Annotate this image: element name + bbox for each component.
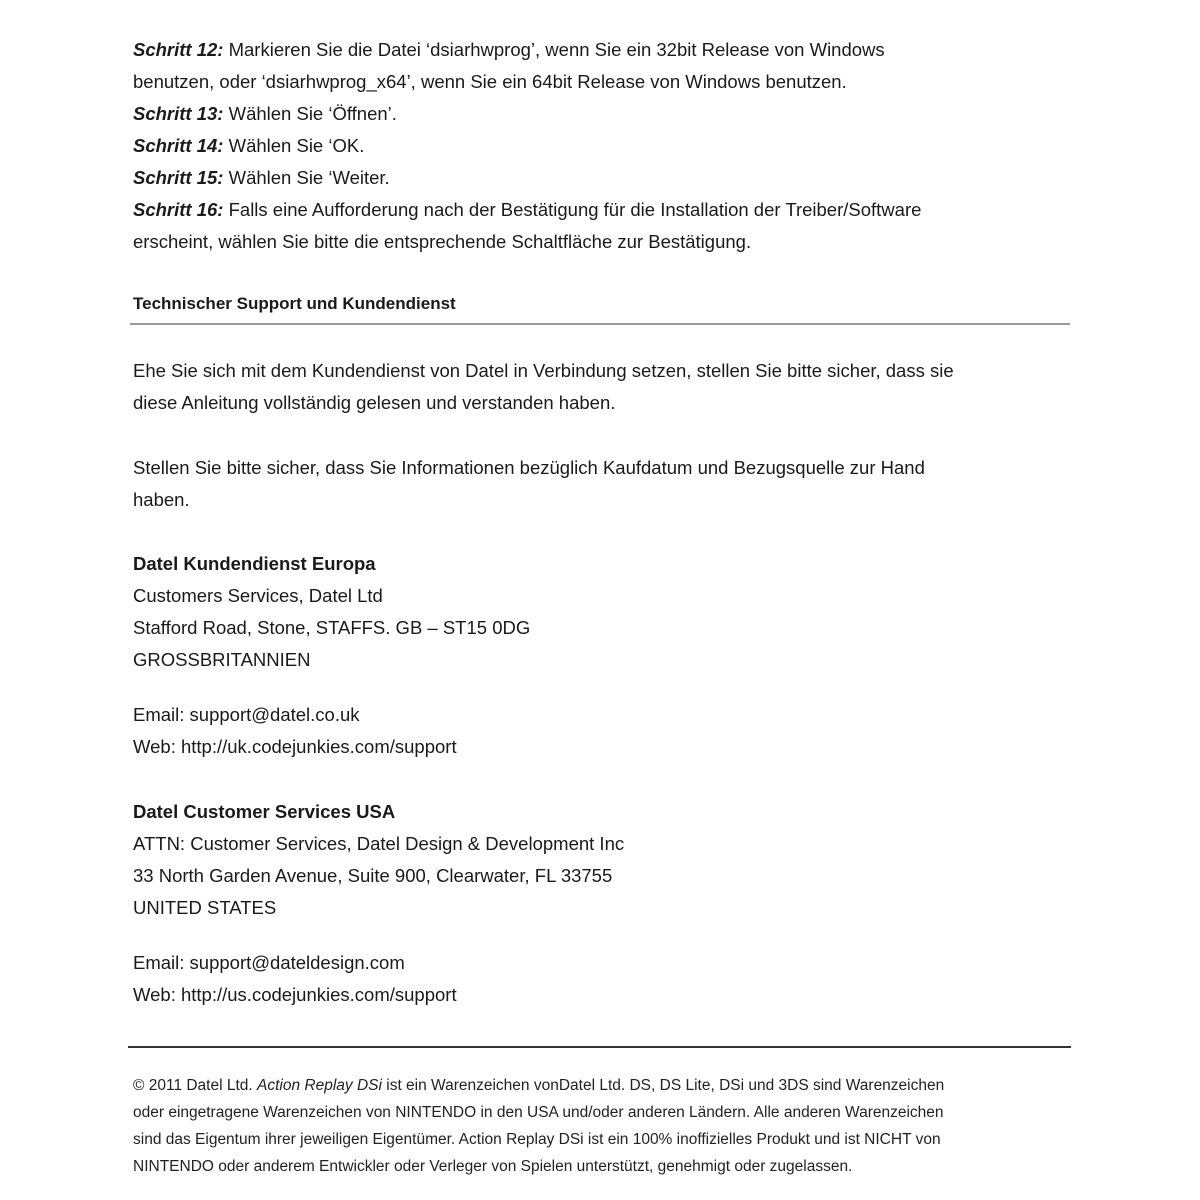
support-intro-line: diese Anleitung vollständig gelesen und verstanden haben. (133, 392, 616, 413)
contact-europe (133, 548, 1063, 676)
footer-line: oder eingetragene Warenzeichen von NINTENDO in den USA und/oder anderen Ländern. Alle anderen Warenzeichen (133, 1104, 944, 1121)
section-divider (130, 323, 1070, 325)
step-label: Schritt 14: (133, 135, 224, 156)
address-line: Stafford Road, Stone, STAFFS. GB – ST15 0DG (133, 617, 531, 638)
step-16 (133, 194, 1073, 226)
step-label: Schritt 15: (133, 167, 224, 188)
email-line: Email: support@datel.co.uk (133, 704, 360, 725)
address-line: GROSSBRITANNIEN (133, 649, 311, 670)
step-text: Falls eine Aufforderung nach der Bestätigung für die Installation der Treiber/Software (228, 199, 922, 220)
contact-europe-online (133, 699, 1063, 763)
web-line: Web: http://us.codejunkies.com/support (133, 984, 457, 1005)
step-label: Schritt 12: (133, 39, 224, 60)
address-line: 33 North Garden Avenue, Suite 900, Clearwater, FL 33755 (133, 865, 613, 886)
contact-title: Datel Kundendienst Europa (133, 553, 376, 574)
footer-divider (128, 1046, 1071, 1048)
address-line: ATTN: Customer Services, Datel Design & Development Inc (133, 833, 625, 854)
step-12-continued: benutzen, oder ‘dsiarhwprog_x64’, wenn Sie ein 64bit Release von Windows benutzen. (133, 71, 847, 92)
address-line: UNITED STATES (133, 897, 277, 918)
footer-line: sind das Eigentum ihrer jeweiligen Eigentümer. Action Replay DSi ist ein 100% inoffizielles Produkt und ist NICHT von (133, 1131, 941, 1148)
step-12 (133, 34, 1073, 66)
support-intro-line: Ehe Sie sich mit dem Kundendienst von Datel in Verbindung setzen, stellen Sie bitte sicher, dass sie (133, 360, 954, 381)
web-line: Web: http://uk.codejunkies.com/support (133, 736, 457, 757)
footer-line (133, 1072, 1068, 1099)
step-label: Schritt 16: (133, 199, 224, 220)
email-line: Email: support@dateldesign.com (133, 952, 405, 973)
step-text: Wählen Sie ‘Weiter. (228, 167, 390, 188)
support-note-line: haben. (133, 489, 190, 510)
support-intro (133, 355, 1063, 419)
step-text: Wählen Sie ‘Öffnen’. (228, 103, 397, 124)
footer-line: NINTENDO oder anderem Entwickler oder Verleger von Spielen unterstützt, genehmigt oder zugelassen. (133, 1158, 853, 1175)
step-label: Schritt 13: (133, 103, 224, 124)
install-steps (133, 34, 1073, 258)
footer-text: ist ein Warenzeichen vonDatel Ltd. DS, DS Lite, DSi und 3DS sind Warenzeichen (381, 1077, 945, 1094)
address-line: Customers Services, Datel Ltd (133, 585, 383, 606)
step-text: Markieren Sie die Datei ‘dsiarhwprog’, wenn Sie ein 32bit Release von Windows (228, 39, 885, 60)
contact-usa (133, 796, 1063, 924)
legal-footer (133, 1072, 1068, 1180)
contact-title: Datel Customer Services USA (133, 801, 396, 822)
section-heading: Technischer Support und Kundendienst (133, 294, 456, 313)
contact-usa-online (133, 947, 1063, 1011)
support-note-line: Stellen Sie bitte sicher, dass Sie Informationen bezüglich Kaufdatum und Bezugsquelle zur Hand (133, 457, 925, 478)
step-text: Wählen Sie ‘OK. (228, 135, 365, 156)
copyright: © 2011 Datel Ltd. (133, 1077, 258, 1094)
step-14 (133, 130, 1073, 162)
support-note (133, 452, 1063, 516)
step-13 (133, 98, 1073, 130)
step-15 (133, 162, 1073, 194)
step-16-continued: erscheint, wählen Sie bitte die entsprechende Schaltfläche zur Bestätigung. (133, 231, 752, 252)
product-name: Action Replay DSi (257, 1077, 382, 1094)
